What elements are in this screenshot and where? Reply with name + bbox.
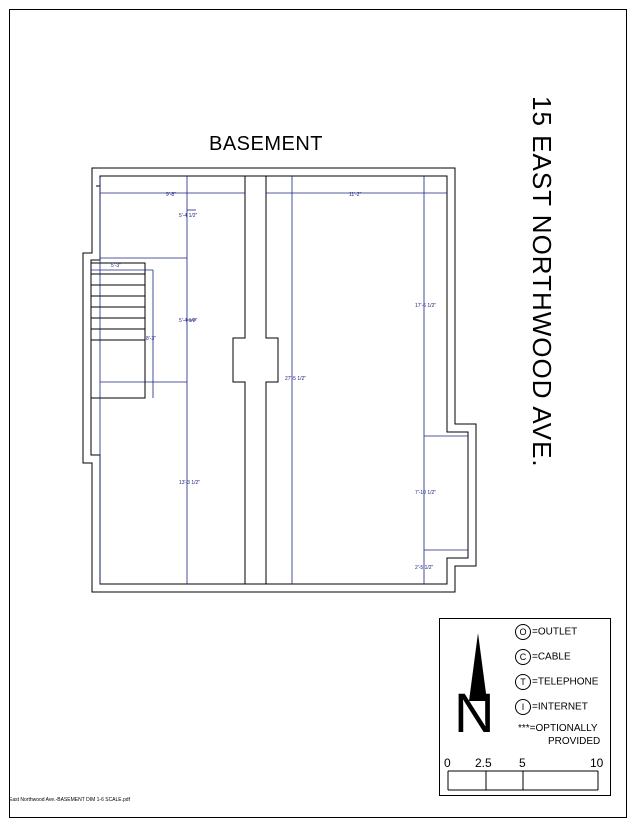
dim-label: 9'-8" — [166, 192, 176, 198]
legend-optional: ***=OPTIONALLY — [518, 723, 598, 734]
dim-label: 5'-4 1/2" — [179, 213, 198, 219]
floor-title: BASEMENT — [208, 133, 324, 155]
north-letter: N — [454, 681, 495, 744]
legend-telephone: T =TELEPHONE — [515, 674, 598, 690]
scale-label: 2.5 — [475, 756, 492, 770]
dim-label: 5'-3" — [111, 263, 121, 269]
legend-cable: C =CABLE — [515, 649, 571, 665]
dim-label: 11'-2" — [349, 192, 362, 198]
outlet-icon: O — [515, 624, 531, 640]
scale-label: 10 — [590, 756, 604, 770]
legend-internet: I =INTERNET — [515, 699, 588, 715]
scale-label: 0 — [444, 756, 451, 770]
internet-icon: I — [515, 699, 531, 715]
address-title: 15 EAST NORTHWOOD AVE. — [527, 96, 557, 468]
dim-label: 2'-5 1/2" — [415, 565, 434, 571]
dim-label: 13'-3 1/2" — [179, 480, 201, 486]
dim-label: 8'-3" — [146, 336, 156, 342]
dim-label: 17'-6 1/2" — [415, 303, 437, 309]
file-name-footer: East Northwood Ave.-BASEMENT DIM 1-6 SCALE.pdf — [9, 797, 130, 803]
dim-label: 5'-4 1/2" — [179, 318, 198, 324]
telephone-icon: T — [515, 674, 531, 690]
cable-icon: C — [515, 649, 531, 665]
dim-label: 27'-5 1/2" — [285, 376, 307, 382]
dim-label: 7'-10 1/2" — [415, 490, 437, 496]
legend-provided: PROVIDED — [548, 736, 601, 747]
scale-label: 5 — [519, 756, 526, 770]
legend-outlet: O =OUTLET — [515, 624, 577, 640]
